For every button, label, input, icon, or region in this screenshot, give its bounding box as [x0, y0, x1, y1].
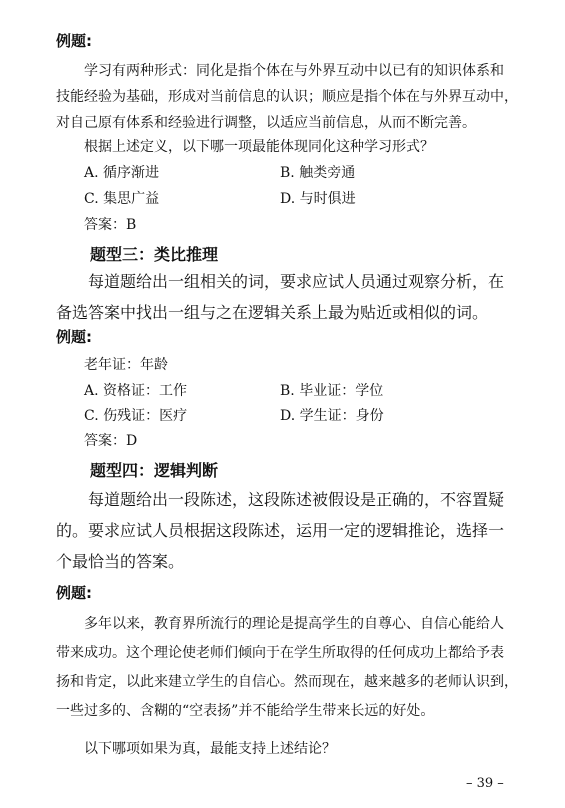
type3-answer: 答案：D: [84, 433, 138, 449]
example1-paragraph: [56, 58, 534, 136]
type3-desc-line-2: 备选答案中找出一组与之在逻辑关系上最为贴近或相似的词。: [56, 303, 489, 322]
type3-heading: 题型三：类比推理: [90, 245, 219, 264]
example1-line-1: 学习有两种形式：同化是指个体在与外界互动中以已有的知识体系和: [84, 63, 504, 79]
type4-question: 以下哪项如果为真，最能支持上述结论？: [84, 741, 336, 757]
type3-option-b: B. 毕业证：学位: [280, 383, 384, 399]
example1-option-b: B. 触类旁通: [280, 165, 356, 181]
example1-question: 根据上述定义，以下哪一项最能体现同化这种学习形式？: [84, 139, 434, 155]
type3-description: [56, 266, 540, 328]
example1-answer: 答案：B: [84, 217, 137, 233]
type4-line-3: 扬和肯定，以此来建立学生的自信心。然而现在，越来越多的老师认识到，: [56, 674, 518, 690]
type4-line-1: 多年以来，教育界所流行的理论是提高学生的自尊心、自信心能给人: [84, 616, 504, 632]
type3-desc-line-1: 每道题给出一组相关的词，要求应试人员通过观察分析，在: [88, 272, 505, 291]
type4-desc-line-1: 每道题给出一段陈述，这段陈述被假设是正确的，不容置疑: [88, 490, 505, 509]
type4-desc-line-2: 的。要求应试人员根据这段陈述，运用一定的逻辑推论，选择一: [56, 521, 505, 540]
type3-stem: 老年证：年龄: [84, 357, 168, 373]
example-label-2: 例题:: [56, 328, 92, 346]
type4-line-2: 带来成功。这个理论使老师们倾向于在学生所取得的任何成功上都给予表: [56, 645, 504, 661]
type4-desc-line-3: 个最恰当的答案。: [56, 552, 185, 571]
example1-line-2: 技能经验为基础，形成对当前信息的认识；顺应是指个体在与外界互动中，: [56, 89, 518, 105]
type4-description: [56, 484, 540, 577]
example1-option-c: C. 集思广益: [84, 191, 160, 207]
example1-option-a: A. 循序渐进: [84, 165, 160, 181]
example1-option-d: D. 与时俱进: [280, 191, 356, 207]
example1-line-3: 对自己原有体系和经验进行调整，以适应当前信息，从而不断完善。: [56, 115, 476, 131]
type4-line-4: 一些过多的、含糊的“空表扬”并不能给学生带来长远的好处。: [56, 703, 435, 719]
example-label-1: 例题:: [56, 32, 92, 50]
type3-option-d: D. 学生证：身份: [280, 408, 384, 424]
type3-option-a: A. 资格证：工作: [84, 383, 188, 399]
type4-paragraph: [56, 610, 534, 726]
page-number: – 39 –: [466, 776, 504, 791]
example-label-3: 例题:: [56, 584, 92, 602]
type4-heading: 题型四：逻辑判断: [90, 461, 219, 480]
type3-option-c: C. 伤残证：医疗: [84, 408, 188, 424]
